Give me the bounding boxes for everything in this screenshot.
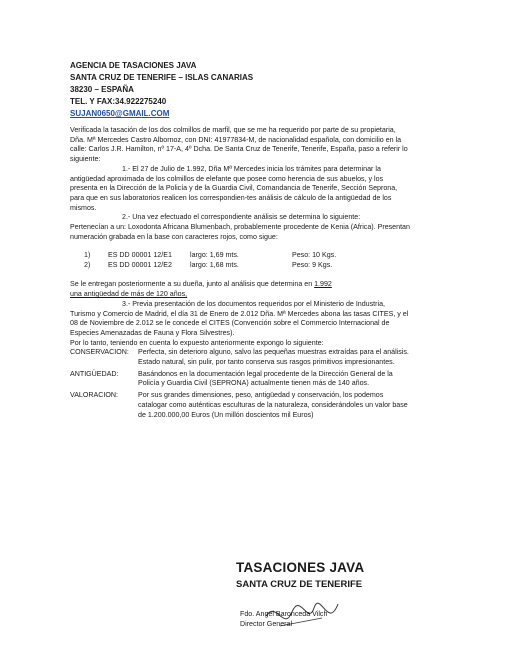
item-weight: Peso: 9 Kgs. <box>292 261 333 270</box>
signature-block <box>240 609 327 629</box>
signatory-title: Director General <box>240 620 293 628</box>
list-item <box>84 260 410 270</box>
paragraph-1: 1.- El 27 de Julio de 1.992, Dña Mª Mercedes inicia los trámites para determinar la antigüedad aproximada de los colmillos de elefante que posee como herencia de sus abuelos, y los presenta en la Dirección de la Policía y de la Guardia Civil, Comandancia de Tenerife, Sección Seprona, para que en sus laboratorios realicen los correspondien-tes análisis de cálculo de la antigüedad de los mismos. <box>70 164 398 212</box>
company-city: SANTA CRUZ DE TENERIFE – ISLAS CANARIAS <box>70 73 254 82</box>
delivery-paragraph <box>70 280 410 299</box>
item-weight: Peso: 10 Kgs. <box>292 251 337 260</box>
item-number: 1) <box>84 251 91 260</box>
stamp-city: SANTA CRUZ DE TENERIFE <box>236 579 363 590</box>
section-antiguedad <box>70 370 410 389</box>
delivery-age: una antigüedad de más de 120 años, <box>70 290 188 299</box>
section-label: CONSERVACION: <box>70 348 129 357</box>
section-valoracion <box>70 391 410 420</box>
item-number: 2) <box>84 261 91 270</box>
paragraph-2: 2.- Una vez efectuado el correspondiente análisis se determina lo siguiente: <box>122 213 361 222</box>
paragraph-3: 3.- Previa presentación de los documentos requeridos por el Ministerio de Industria, Turismo y Comercio de Madrid, el día 31 de Enero de 2.012 Dña. Mª Mercedes abona las tasas CITES, y el 08 de Noviembre de 2.012 se le concede el CITES (Convención sobre el Commercio Internacional de Especies Amenazadas de Fauna y Flora Silvestres). <box>70 299 409 337</box>
letter-body <box>70 126 410 420</box>
section-text: Por sus grandes dimensiones, peso, antigüedad y conservación, los podemos catalogar como auténticas esculturas de la naturaleza, considerándoles un valor base de 1.200.000,00 Euros (Un millón doscientos mil Euros) <box>138 391 408 419</box>
item-length: largo: 1,69 mts. <box>190 251 239 260</box>
letterhead <box>70 60 253 120</box>
intro-paragraph: Verificada la tasación de los dos colmillos de marfil, que se me ha requerido por parte de su propietaria, Dña. Mª Mercedes Castro Albornoz, con DNI: 41977834-M, de nacionalidad española, con domicilio en la calle: Carlos J.R. Hamilton, nº 17-A, 4º Dcha. De Santa Cruz de Tenerife, Tenerife, España, paso a referir lo siguiente: <box>70 126 408 164</box>
item-code: ES DD 00001 12/E1 <box>108 251 172 260</box>
conclusion-line: Por lo tanto, teniendo en cuenta lo expuesto anteriormente expongo lo siguiente: <box>70 338 324 347</box>
item-code: ES DD 00001 12/E2 <box>108 261 172 270</box>
company-postal: 38230 – ESPAÑA <box>70 85 134 94</box>
section-label: VALORACION: <box>70 391 118 400</box>
section-text: Perfecta, sin deterioro alguno, salvo las pequeñas muestras extraídas para el análisis. Estado natural, sin pulir, por tanto conserva sus rasgos primitivos impresionantes. <box>138 348 409 367</box>
signatory-name: Fdo. Angel Baronceda Vilch <box>240 610 328 618</box>
section-label: ANTIGÜEDAD: <box>70 369 119 378</box>
section-text: Basándonos en la documentación legal procedente de la Dirección General de la Policía y Guardia Civil (SEPRONA) actualmente tienen más de 140 años. <box>138 369 393 388</box>
company-stamp <box>236 560 364 590</box>
delivery-year: 1.992 <box>314 280 332 289</box>
list-item <box>84 250 410 260</box>
company-phone: TEL. Y FAX:34.922275240 <box>70 97 167 106</box>
tusk-list <box>84 250 410 270</box>
company-email-link[interactable]: SUJAN0650@GMAIL.COM <box>70 109 170 118</box>
stamp-company-name: TASACIONES JAVA <box>236 560 365 575</box>
company-name: AGENCIA DE TASACIONES JAVA <box>70 61 197 70</box>
paragraph-2-detail: Pertenecían a un: Loxodonta Africana Blumenbach, probablemente procedente de Kenia (Africa). Presentan numeración grabada en la base con caracteres rojos, como sigue: <box>70 223 410 241</box>
item-length: largo: 1,68 mts. <box>190 261 239 270</box>
section-conservacion <box>70 348 410 367</box>
delivery-text: Se le entregan posteriormente a su dueña, junto al análisis que determina en <box>70 280 315 289</box>
